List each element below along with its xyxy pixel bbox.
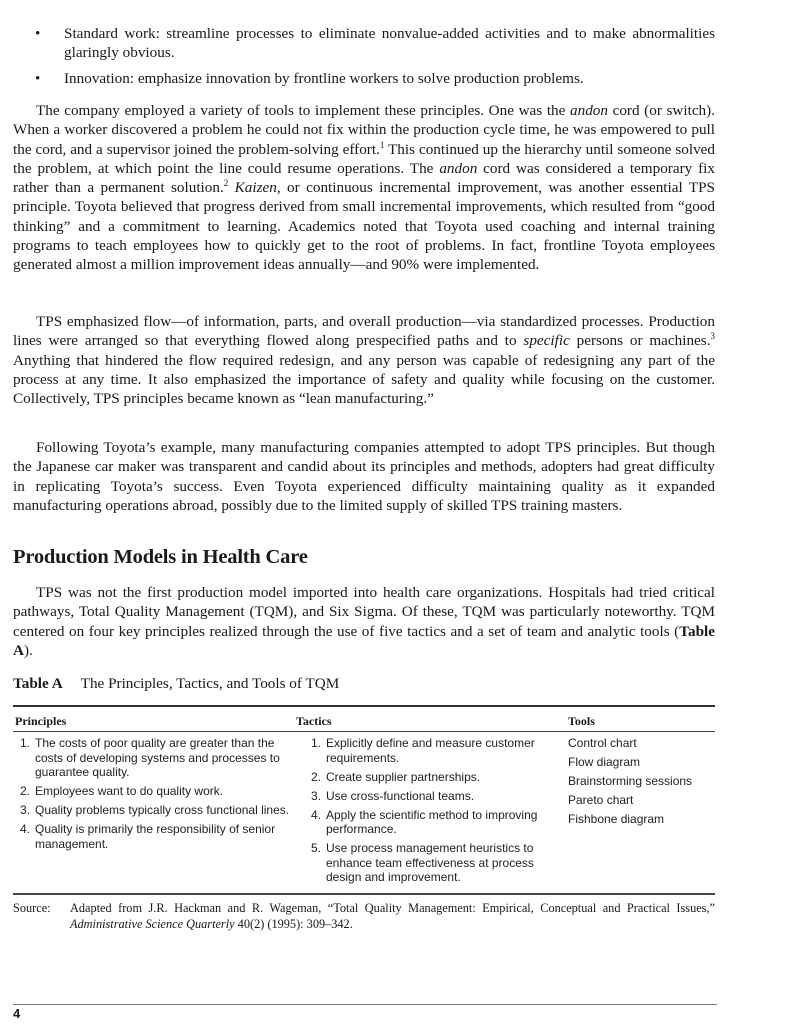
tactics-list: [296, 736, 568, 885]
table-body: [13, 732, 715, 893]
section-heading: Production Models in Health Care: [13, 546, 308, 568]
tactics-column: [296, 736, 568, 889]
tactic-item: 4. Apply the scientific method to improving performance.: [311, 807, 538, 836]
journal-title: Administrative Science Quarterly: [70, 916, 235, 931]
tool-item: Pareto chart: [568, 793, 634, 807]
bullet-text: Standard work: streamline processes to eliminate nonvalue-added activities and to make abnormalities glaringly obvious.: [64, 25, 715, 62]
paragraph-andon-kaizen: The company employed a variety of tools to implement these principles. One was the andon cord (or switch). When a worker discovered a problem he could not fix within the production cycle time, he was empowered to pull the cord, and a supervisor joined the problem-solving effort.$^1$ This continued up the hierarchy until someone solved the problem, at which point the line could resume operations. The andon cord was considered a temporary fix rather than a permanent solution.$^2$ Kaizen, or continuous incremental improvement, was another essential TPS principle. Toyota believed that progress derived from small incremental improvements, which resulted from “good thinking” and a commitment to learning. Academics noted that Toyota used coaching and internal training programs to teach employees how to quickly get to the root of problems. In fact, frontline Toyota employees generated almost a million improvement ideas annually—and 90% were implemented.: [13, 102, 716, 274]
table-caption: [13, 675, 339, 693]
tool-item: Control chart: [568, 736, 637, 750]
bullet-text: Innovation: emphasize innovation by frontline workers to solve production problems.: [64, 69, 584, 87]
principle-item: 3. Quality problems typically cross functional lines.: [20, 803, 290, 817]
table-header-row: [13, 707, 715, 731]
footnote-ref: 3: [710, 331, 716, 342]
tactic-item: 5. Use process management heuristics to enhance team effectiveness at process design and improvement.: [311, 841, 534, 884]
tactic-item: 3. Use cross-functional teams.: [311, 788, 475, 803]
footnote-ref: 1: [379, 139, 385, 150]
bullet-icon: •: [35, 25, 41, 42]
principle-item: 1. The costs of poor quality are greater than the costs of developing systems and processes to guarantee quality.: [20, 736, 280, 779]
tactic-item: 1. Explicitly define and measure customer requirements.: [311, 736, 535, 765]
bullet-item: [13, 24, 715, 63]
tqm-table: [13, 705, 715, 895]
principles-column: [13, 736, 296, 889]
footer-rule: [13, 1004, 717, 1005]
header-principles: Principles: [15, 713, 67, 728]
tool-item: Flow diagram: [568, 755, 641, 769]
tools-column: [568, 736, 715, 889]
table-source-note: [13, 901, 715, 932]
source-citation: Adapted from J.R. Hackman and R. Wageman, “Total Quality Management: Empirical, Conceptual and Practical Issues,” Administrative Science Quarterly 40(2) (1995): 309–342.: [70, 901, 715, 931]
page-number: 4: [13, 1006, 21, 1021]
tool-item: Brainstorming sessions: [568, 774, 693, 788]
paragraph-tps-flow: TPS emphasized flow—of information, parts, and overall production—via standardized processes. Production lines were arranged so that everything flowed along prespecified paths and to specific persons or machines.$^3$ Anything that hindered the flow required redesign, and any person was capable of redesigning any part of the process at any time. It also emphasized the importance of safety and quality while focusing on the customer. Collectively, TPS principles became known as “lean manufacturing.”: [13, 313, 716, 408]
principle-item: 4. Quality is primarily the responsibility of senior management.: [20, 822, 276, 851]
paragraph-following-toyota: Following Toyota’s example, many manufacturing companies attempted to adopt TPS principles. But though the Japanese car maker was transparent and candid about its principles and methods, adopters had great difficulty in replicating Toyota’s success. Even Toyota experienced difficulty maintaining quality as it expanded manufacturing operations abroad, possibly due to the limited supply of skilled TPS training masters.: [13, 439, 715, 514]
principles-list: [15, 736, 296, 851]
table-label: Table A: [13, 675, 63, 692]
term-andon: andon: [439, 159, 478, 177]
table-reference: Table A: [13, 622, 715, 659]
tools-list: [568, 736, 715, 827]
tactic-item: 2. Create supplier partnerships.: [311, 769, 481, 784]
footnote-ref: 2: [223, 178, 229, 189]
term-kaizen: Kaizen,: [234, 179, 281, 197]
tool-item: Fishbone diagram: [568, 812, 665, 826]
principle-item: 2. Employees want to do quality work.: [20, 784, 224, 798]
bullet-list: [13, 24, 715, 94]
term-specific: specific: [523, 332, 570, 350]
source-label: Source:: [13, 901, 51, 915]
header-tactics: Tactics: [296, 713, 332, 728]
table-title: The Principles, Tactics, and Tools of TQM: [80, 675, 340, 692]
table-bottom-rule: [13, 893, 715, 895]
paragraph-tqm-intro: TPS was not the first production model imported into health care organizations. Hospitals had tried critical pathways, Total Quality Management (TQM), and Six Sigma. Of these, TQM was particularly noteworthy. TQM centered on four key principles realized through the use of five tactics and a set of team and analytic tools (Table A).: [13, 584, 715, 659]
header-tools: Tools: [568, 713, 595, 728]
term-andon: andon: [570, 102, 608, 119]
bullet-icon: •: [35, 69, 41, 87]
bullet-item: [13, 69, 715, 88]
